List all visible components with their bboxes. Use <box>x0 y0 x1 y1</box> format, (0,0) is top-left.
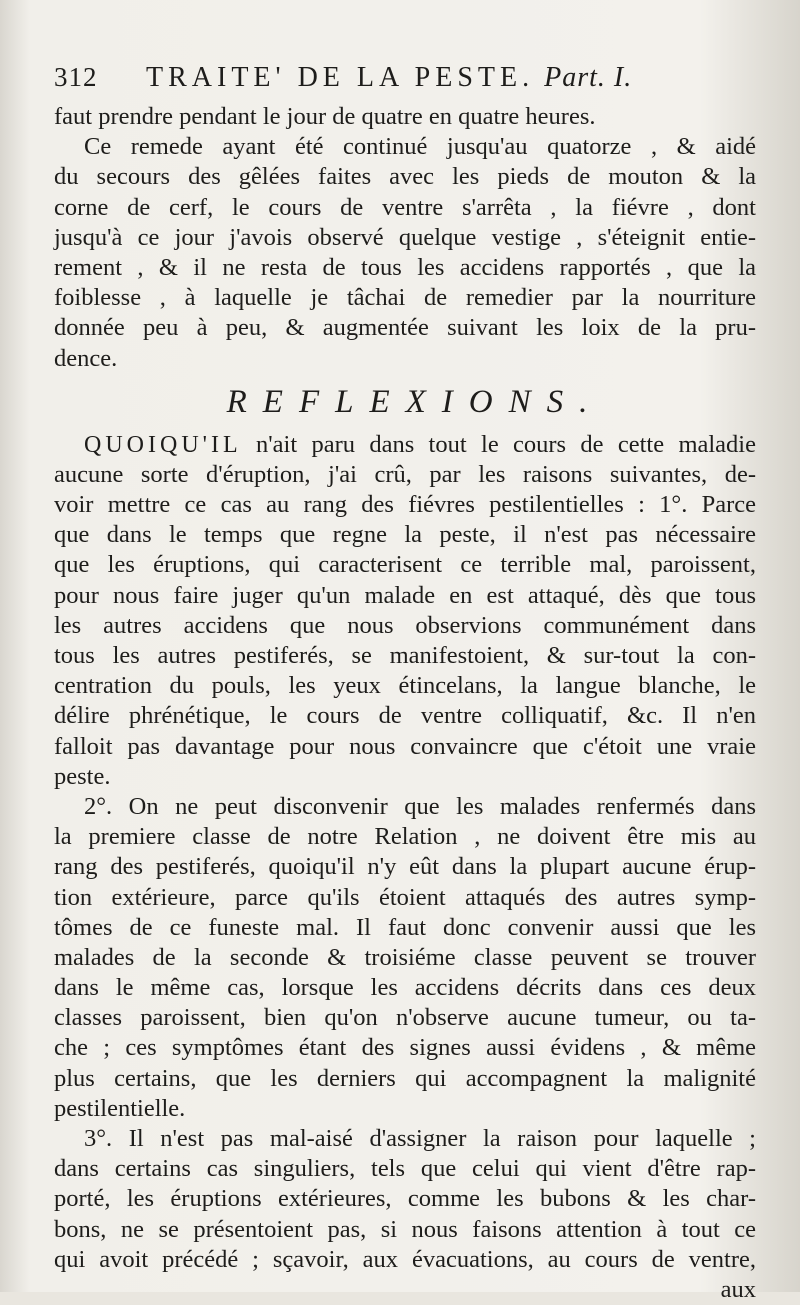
text-line: qui avoit précédé ; sçavoir, aux évacuations, au cours de ventre, <box>54 1245 756 1273</box>
part-label: Part. I. <box>544 62 633 93</box>
text-line: les autres accidens que nous observions communément dans <box>54 611 756 639</box>
text-line: tous les autres pestiferés, se manifestoient, & sur-tout la con- <box>54 642 756 669</box>
page-number: 312 <box>54 62 98 92</box>
text-line: faut prendre pendant le jour de quatre en quatre heures. <box>54 103 596 130</box>
text-line: dans le même cas, lorsque les accidens décrits dans ces deux <box>54 974 756 1002</box>
text-line: 2°. On ne peut disconvenir que les malades renfermés dans <box>84 792 756 820</box>
text-line: porté, les éruptions extérieures, comme les bubons & les char- <box>54 1185 756 1213</box>
text-line: du secours des gêlées faites avec les pieds de mouton & la <box>54 163 756 191</box>
text-line: que les éruptions, qui caracterisent ce terrible mal, paroissent, <box>54 551 756 579</box>
text-line: peste. <box>54 762 111 790</box>
paragraph-3 <box>54 430 756 792</box>
text-line: che ; ces symptômes étant des signes aussi évidens , & même <box>54 1034 756 1062</box>
text-line: pour nous faire juger qu'un malade en est attaqué, dès que tous <box>54 581 756 609</box>
text-segment: n'ait paru dans tout le cours de cette maladie <box>241 430 756 458</box>
paragraph-2 <box>54 132 756 374</box>
text-line: classes paroissent, bien qu'on n'observe aucune tumeur, ou ta- <box>54 1004 756 1032</box>
text-line: tômes de ce funeste mal. Il faut donc convenir aussi que les <box>54 913 756 941</box>
text-line: pestilentielle. <box>54 1094 186 1122</box>
text-line: corne de cerf, le cours de ventre s'arrêta , la fiévre , dont <box>54 193 756 221</box>
paragraph-5 <box>54 1124 756 1275</box>
text-line: falloit pas davantage pour nous convaincre que c'étoit une vraie <box>54 732 756 760</box>
text-line: aucune sorte d'éruption, j'ai crû, par les raisons suivantes, de- <box>54 460 756 488</box>
text-line <box>54 430 756 460</box>
text-line: plus certains, que les derniers qui accompagnent la malignité <box>54 1064 756 1092</box>
text-line: jusqu'à ce jour j'avois observé quelque vestige , s'éteignit entie- <box>54 223 756 251</box>
text-line: bons, ne se présentoient pas, si nous faisons attention à tout ce <box>54 1215 756 1243</box>
text-line: foiblesse , à laquelle je tâchai de remedier par la nourriture <box>54 284 756 312</box>
text-line: que dans le temps que regne la peste, il n'est pas nécessaire <box>54 521 756 549</box>
section-heading: REFLEXIONS. <box>226 383 604 420</box>
text-line: rement , & il ne resta de tous les accidens rapportés , que la <box>54 253 756 281</box>
opening-word: QUOIQU'IL <box>84 431 242 458</box>
paragraph-1 <box>54 102 756 132</box>
text-line: voir mettre ce cas au rang des fiévres pestilentielles : 1°. Parce <box>54 491 756 519</box>
text-line: dans certains cas singuliers, tels que celui qui vient d'être rap- <box>54 1155 756 1183</box>
text-line: rang des pestiferés, quoiqu'il n'y eût dans la plupart aucune érup- <box>54 853 756 881</box>
text-line: délire phrénétique, le cours de ventre colliquatif, &c. Il n'en <box>54 702 756 730</box>
text-line: tion extérieure, parce qu'ils étoient attaqués des autres symp- <box>54 883 756 911</box>
text-line: la premiere classe de notre Relation , ne doivent être mis au <box>54 823 756 851</box>
text-line: 3°. Il n'est pas mal-aisé d'assigner la raison pour laquelle ; <box>84 1125 756 1152</box>
text-line: Ce remede ayant été continué jusqu'au quatorze , & aidé <box>84 133 756 161</box>
text-line: dence. <box>54 344 118 372</box>
catchword: aux <box>720 1275 756 1303</box>
running-title: TRAITE' DE LA PESTE. <box>146 62 535 93</box>
text-line: donnée peu à peu, & augmentée suivant les loix de la pru- <box>54 314 756 342</box>
paragraph-4 <box>54 792 756 1124</box>
running-head <box>54 62 756 102</box>
text-line: centration du pouls, les yeux étincelans, la langue blanche, le <box>54 672 756 700</box>
text-line: malades de la seconde & troisiéme classe peuvent se trouver <box>54 943 756 971</box>
